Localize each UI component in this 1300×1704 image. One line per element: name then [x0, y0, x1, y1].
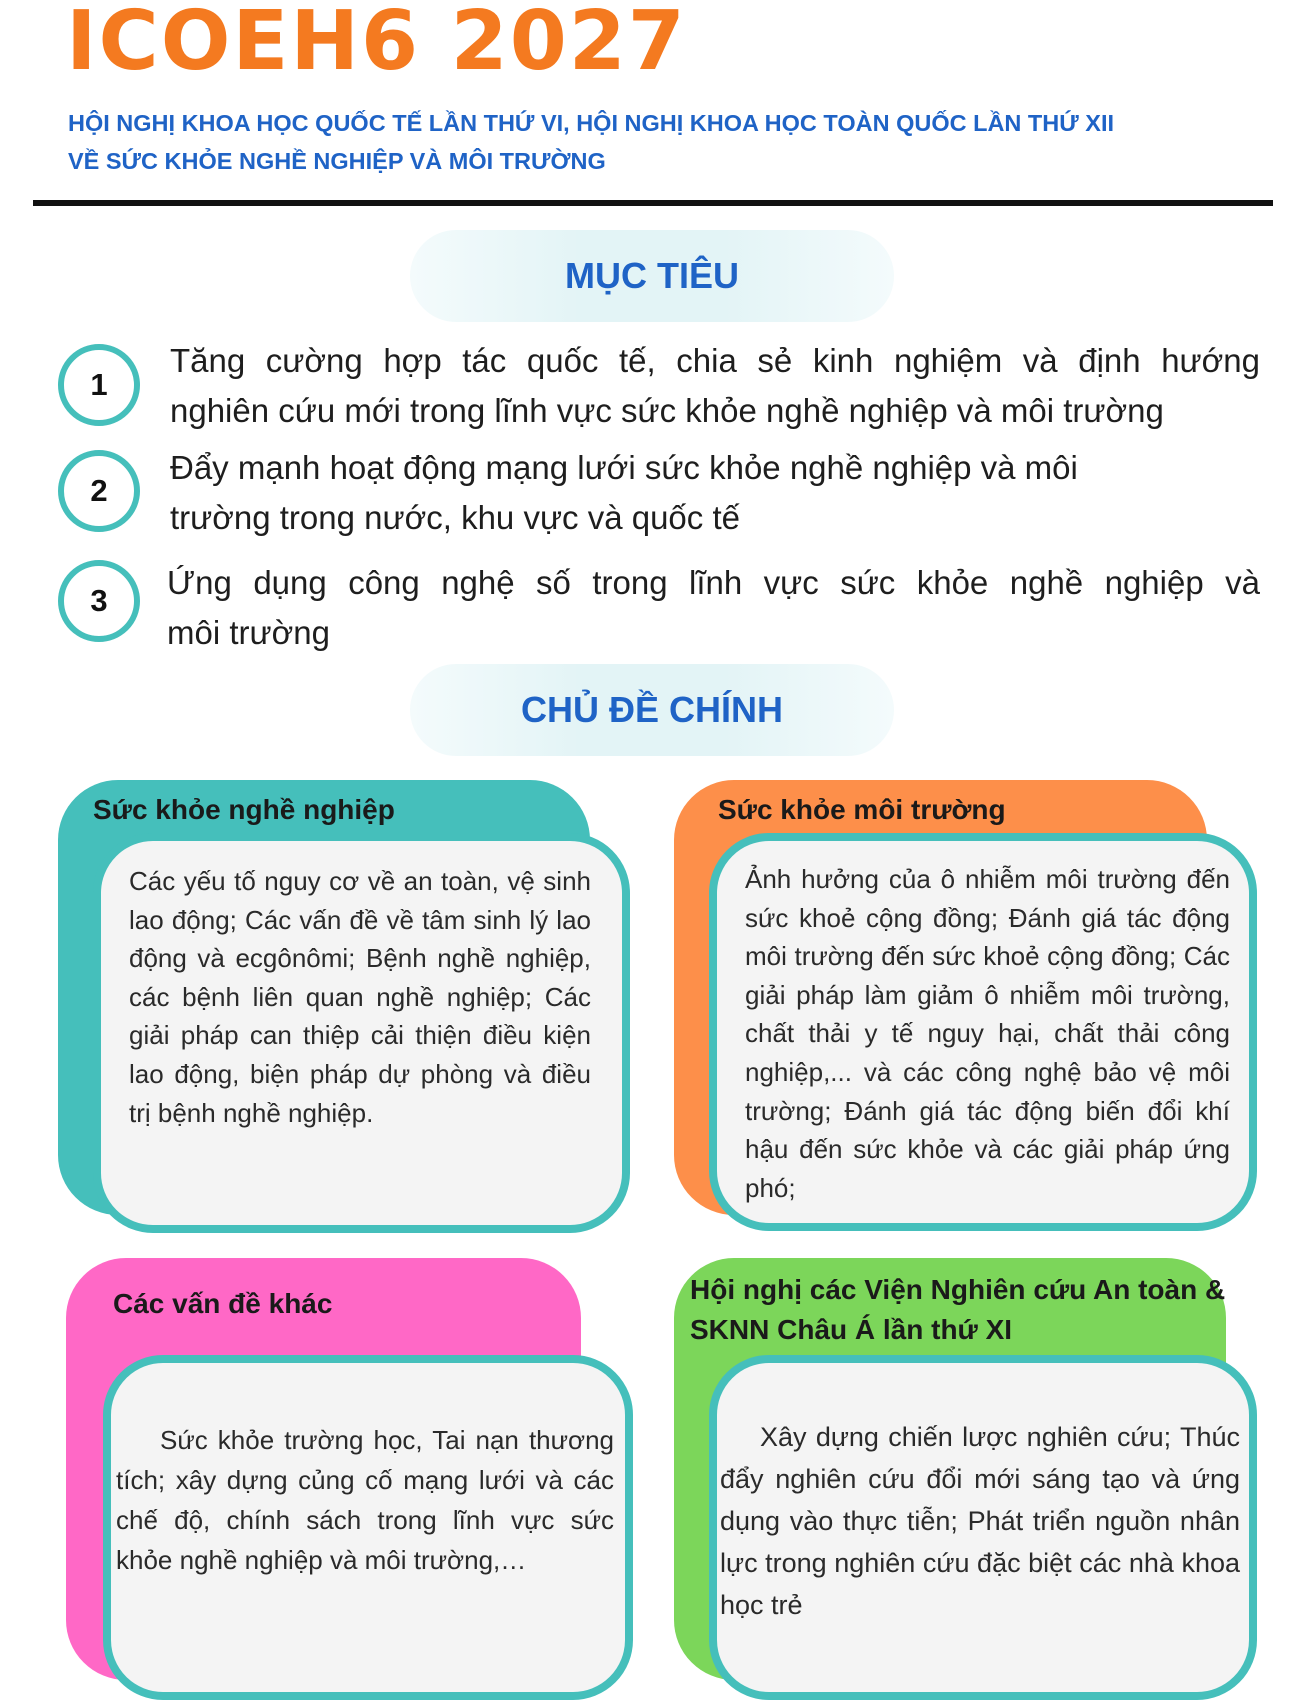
objective-1-line-2: nghiên cứu mới trong lĩnh vực sức khỏe nghề nghiệp và môi trường — [170, 392, 1164, 429]
topic-title-asian-institutes: Hội nghị các Viện Nghiên cứu An toàn & SKNN Châu Á lần thứ XI — [690, 1274, 1226, 1345]
objective-text-1 — [170, 336, 1260, 436]
subtitle-line-1: HỘI NGHỊ KHOA HỌC QUỐC TẾ LẦN THỨ VI, HỘI NGHỊ KHOA HỌC TOÀN QUỐC LẦN THỨ XII — [68, 110, 1115, 136]
objective-3-line-2: môi trường — [167, 614, 330, 651]
topics-heading: CHỦ ĐỀ CHÍNH — [410, 664, 894, 756]
objective-3-line-1: Ứng dụng công nghệ số trong lĩnh vực sức khỏe nghề nghiệp và — [167, 564, 1260, 601]
topic-title-occupational: Sức khỏe nghề nghiệp — [93, 794, 395, 825]
topic-title-environmental: Sức khỏe môi trường — [718, 794, 1006, 825]
conference-title: ICOEH6 2027 — [66, 0, 687, 89]
subtitle-line-2: VỀ SỨC KHỎE NGHỀ NGHIỆP VÀ MÔI TRƯỜNG — [68, 148, 606, 174]
topic-body-environmental: Ảnh hưởng của ô nhiễm môi trường đến sức khoẻ cộng đồng; Đánh giá tác động môi trường đến sức khoẻ cộng đồng; Các giải pháp làm giảm ô nhiễm môi trường, chất thải y tế nguy hại, chất thải công nghiệp,... và các công nghệ bảo vệ môi trường; Đánh giá tác động biến đổi khí hậu đến sức khỏe và các giải pháp ứng phó; — [745, 864, 1230, 1203]
objective-number-3: 3 — [58, 560, 140, 642]
topic-body-asian-institutes: Xây dựng chiến lược nghiên cứu; Thúc đẩy nghiên cứu đổi mới sáng tạo và ứng dụng vào thực tiễn; Phát triển nguồn nhân lực trong nghiên cứu đặc biệt các nhà khoa học trẻ — [720, 1422, 1240, 1620]
objective-text-3 — [167, 558, 1260, 658]
header-divider — [33, 200, 1273, 206]
objectives-heading: MỤC TIÊU — [410, 230, 894, 322]
topic-title-other: Các vấn đề khác — [113, 1288, 333, 1319]
objective-1-line-1: Tăng cường hợp tác quốc tế, chia sẻ kinh nghiệm và định hướng — [170, 342, 1260, 379]
conference-subtitle — [68, 104, 1288, 180]
objective-number-1: 1 — [58, 344, 140, 426]
topic-body-occupational: Các yếu tố nguy cơ về an toàn, vệ sinh lao động; Các vấn đề về tâm sinh lý lao động và ecgônômi; Bệnh nghề nghiệp, các bệnh liên quan nghề nghiệp; Các giải pháp can thiệp cải thiện điều kiện lao động, biện pháp dự phòng và điều trị bệnh nghề nghiệp. — [129, 866, 591, 1128]
objective-number-2: 2 — [58, 450, 140, 532]
objective-text-2 — [170, 443, 1260, 543]
objective-2-line-2: trường trong nước, khu vực và quốc tế — [170, 499, 740, 536]
topic-body-other: Sức khỏe trường học, Tai nạn thương tích; xây dựng củng cố mạng lưới và các chế độ, chính sách trong lĩnh vực sức khỏe nghề nghiệp và môi trường,… — [116, 1425, 614, 1575]
objective-2-line-1: Đẩy mạnh hoạt động mạng lưới sức khỏe nghề nghiệp và môi — [170, 449, 1078, 486]
